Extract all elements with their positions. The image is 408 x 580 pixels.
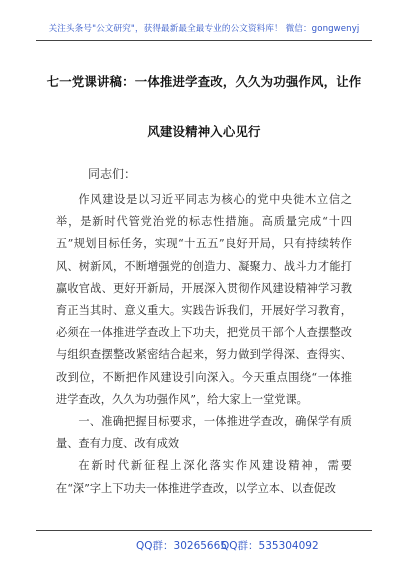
section-heading: 一、准确把握目标要求，一体推进学查改，确保学有质量、查有力度、改有成效	[56, 415, 352, 451]
footer-qq-group-2: QQ群：535304092	[221, 540, 319, 552]
greeting: 同志们：	[88, 167, 137, 181]
document-title-line-2: 风建设精神入心见行	[147, 124, 261, 139]
paragraph: 作风建设是以习近平同志为核心的党中央徙木立信之举，是新时代管党治党的标志性措施。高质量完成“十四五”规划目标任务，实现“十五五”良好开局，只有持续转作风、树新风，不断增强党的创造力、凝聚力、战斗力才能打赢收官战、更好开新局，开展深入贯彻作风建设精神学习教育正当其时、意义重大。实践告诉我们，开展好学习教育，必须在一体推进学查改上下功夫，把党员干部个人查摆整改与组织查摆整改紧密结合起来，努力做到学得深、查得实、改到位，不断把作风建设引向深入。今天重点围绕“一体推进学查改，久久为功强作风”，给大家上一堂党课。	[56, 193, 352, 406]
paragraph: 在新时代新征程上深化落实作风建设精神，需要在“深”字上下功夫一体推进学查改，以学立本、以查促改	[56, 459, 352, 495]
header-notice: 关注头条号"公文研究"，获得最新最全最专业的公文资料库！ 微信：gongwenyj	[48, 24, 360, 34]
footer-qq-group-1: QQ群：30265665	[136, 540, 227, 552]
header-divider	[36, 40, 372, 41]
document-body	[56, 189, 352, 500]
document-title-line-1: 七一党课讲稿：一体推进学查改，久久为功强作风，让作	[46, 74, 362, 89]
footer-divider	[36, 530, 372, 531]
